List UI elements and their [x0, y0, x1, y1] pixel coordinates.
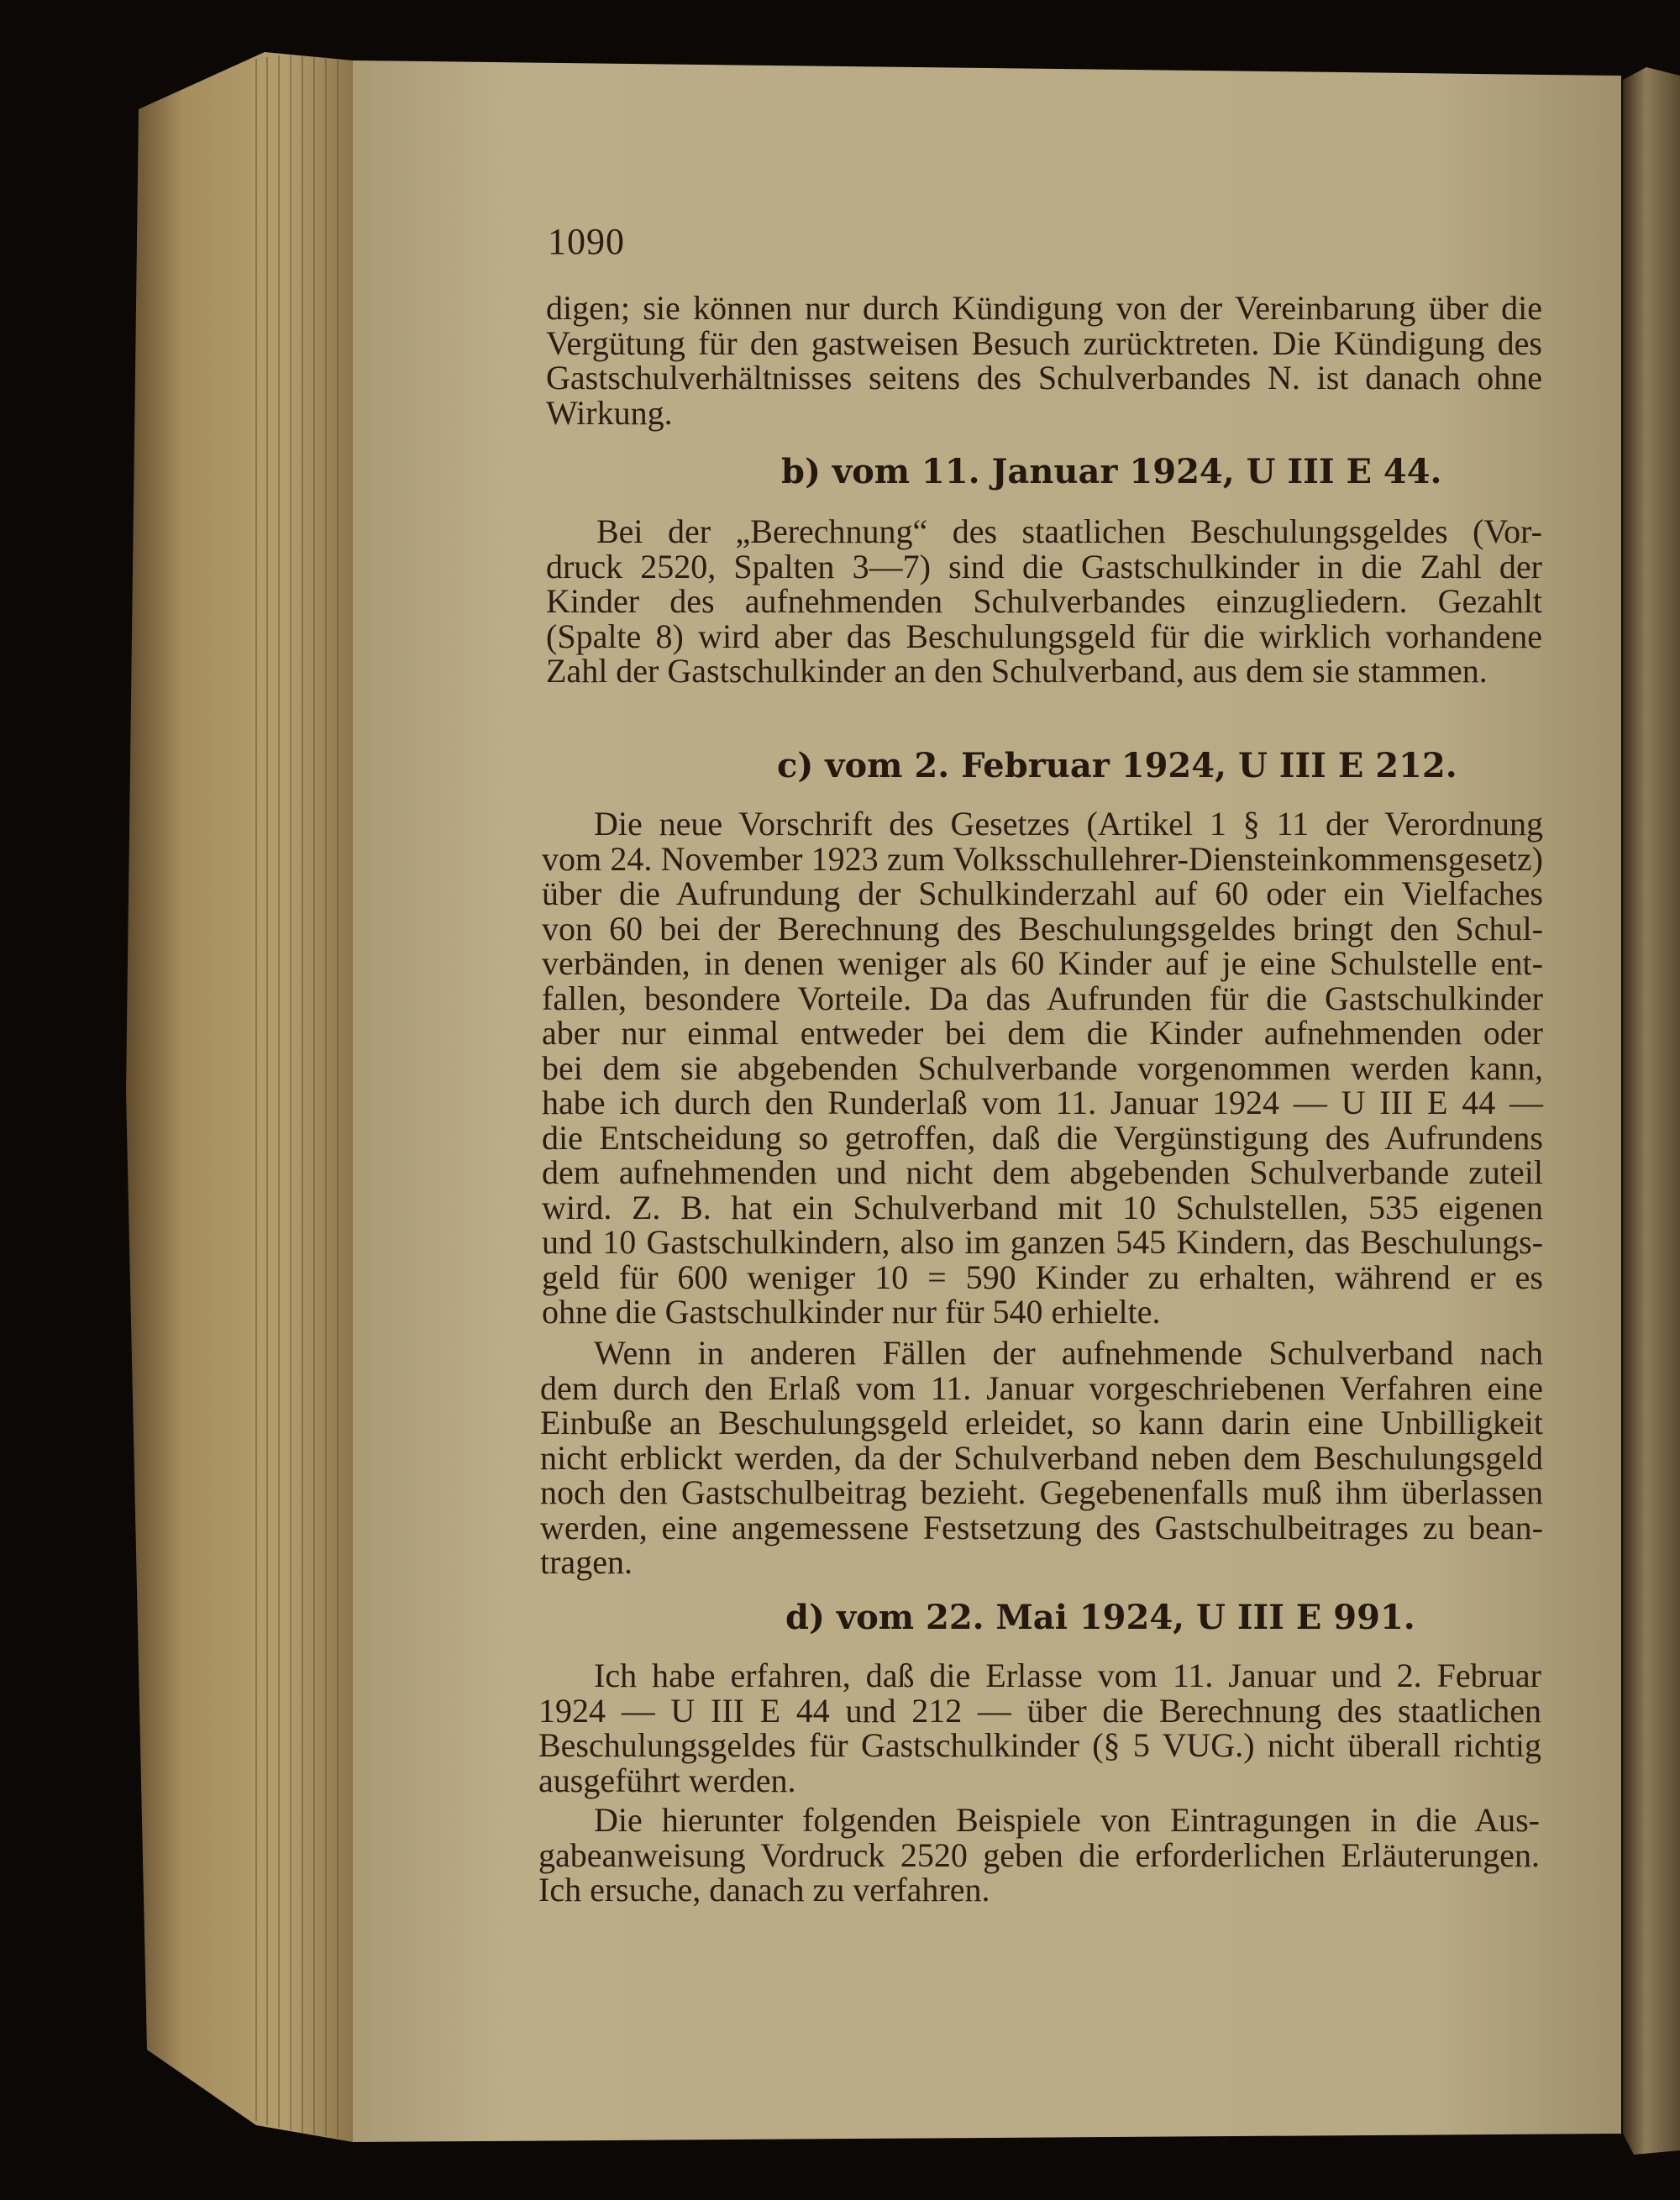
page-number: 1090 [548, 221, 625, 262]
text-line: dem durch den Erlaß vom 11. Januar vorgeschriebenen Verfahren eine [540, 1368, 1543, 1407]
text-line: werden, eine angemessene Festsetzung des Gastschulbeitrages zu bean- [540, 1508, 1543, 1546]
text-line: Vergütung für den gastweisen Besuch zurücktreten. Die Kündigung des [546, 323, 1542, 362]
text-line: Die hierunter folgenden Beispiele von Eintragungen in die Aus- [594, 1801, 1540, 1839]
text-line: ausgeführt werden. [538, 1761, 796, 1799]
text-line: über die Aufrundung der Schulkinderzahl auf 60 oder ein Vielfaches [542, 874, 1543, 912]
text-line: Gastschulverhältnisses seitens des Schulverbandes N. ist danach ohne [546, 359, 1542, 396]
paragraph-c [542, 806, 1543, 1330]
text-line: (Spalte 8) wird aber das Beschulungsgeld für die wirklich vorhandene [546, 617, 1542, 655]
text-line: dem aufnehmenden und nicht dem abgebenden Schulverbande zuteil [542, 1153, 1543, 1191]
text-line: verbänden, in denen weniger als 60 Kinder auf je eine Schulstelle ent- [542, 944, 1543, 982]
text-line: und 10 Gastschulkindern, also im ganzen 545 Kindern, das Beschulungs- [542, 1223, 1543, 1261]
text-line: Wirkung. [546, 393, 673, 432]
text-line: digen; sie können nur durch Kündigung von der Vereinbarung über die [546, 289, 1542, 327]
paragraph-d [538, 1658, 1541, 1798]
page-edges [126, 52, 353, 2142]
text-line: Bei der „Berechnung“ des staatlichen Beschulungsgeldes (Vor- [596, 512, 1542, 550]
text-line: Einbuße an Beschulungsgeld erleidet, so kann darin eine Unbilligkeit [540, 1404, 1543, 1441]
facing-page [1623, 67, 1680, 2155]
text-line: Wenn in anderen Fällen der aufnehmende Schulverband nach [594, 1334, 1543, 1372]
paragraph-d-continued [538, 1803, 1540, 1908]
text-line: habe ich durch den Runderlaß vom 11. Januar 1924 — U III E 44 — [542, 1084, 1543, 1121]
section-heading-d: d) vom 22. Mai 1924, U III E 991. [785, 1598, 1415, 1637]
text-line: vom 24. November 1923 zum Volksschullehrer-Diensteinkommensgesetz) [542, 839, 1543, 878]
text-line: geld für 600 weniger 10 = 590 Kinder zu erhalten, während er es [542, 1258, 1543, 1296]
text-line: von 60 bei der Berechnung des Beschulungsgeldes bringt den Schul- [542, 909, 1543, 948]
text-line: Die neue Vorschrift des Gesetzes (Artikel 1 § 11 der Verordnung [594, 805, 1543, 843]
paragraph-continuation [546, 291, 1542, 430]
text-line: druck 2520, Spalten 3—7) sind die Gastschulkinder in die Zahl der [546, 547, 1542, 585]
section-heading-b: b) vom 11. Januar 1924, U III E 44. [781, 452, 1442, 491]
text-line: aber nur einmal entweder bei dem die Kinder aufnehmenden oder [542, 1014, 1543, 1052]
text-line: 1924 — U III E 44 und 212 — über die Berechnung des staatlichen [538, 1691, 1541, 1730]
section-heading-c: c) vom 2. Februar 1924, U III E 212. [777, 746, 1457, 785]
text-line: wird. Z. B. hat ein Schulverband mit 10 Schulstellen, 535 eigenen [542, 1188, 1543, 1226]
text-line: fallen, besondere Vorteile. Da das Aufrunden für die Gastschulkinder [542, 979, 1543, 1017]
paragraph-b [546, 514, 1542, 689]
text-line: Beschulungsgeldes für Gastschulkinder (§ 5 VUG.) nicht überall richtig [538, 1726, 1541, 1764]
text-line: gabeanweisung Vordruck 2520 geben die erforderlichen Erläuterungen. [538, 1835, 1540, 1874]
text-line: tragen. [540, 1543, 633, 1581]
text-line: Kinder des aufnehmenden Schulverbandes einzugliedern. Gezahlt [546, 582, 1542, 620]
text-line: Ich ersuche, danach zu verfahren. [538, 1871, 990, 1909]
text-line: nicht erblickt werden, da der Schulverband neben dem Beschulungsgeld [540, 1438, 1543, 1477]
text-line: Zahl der Gastschulkinder an den Schulverband, aus dem sie stammen. [546, 652, 1488, 690]
text-line: noch den Gastschulbeitrag bezieht. Gegebenenfalls muß ihm überlassen [540, 1473, 1543, 1511]
text-line: die Entscheidung so getroffen, daß die Vergünstigung des Aufrundens [542, 1118, 1543, 1157]
text-line: ohne die Gastschulkinder nur für 540 erhielte. [542, 1293, 1161, 1331]
paragraph-c-continued [540, 1336, 1543, 1580]
text-line: bei dem sie abgebenden Schulverbande vorgenommen werden kann, [542, 1048, 1543, 1087]
text-line: Ich habe erfahren, daß die Erlasse vom 11. Januar und 2. Februar [594, 1657, 1541, 1694]
